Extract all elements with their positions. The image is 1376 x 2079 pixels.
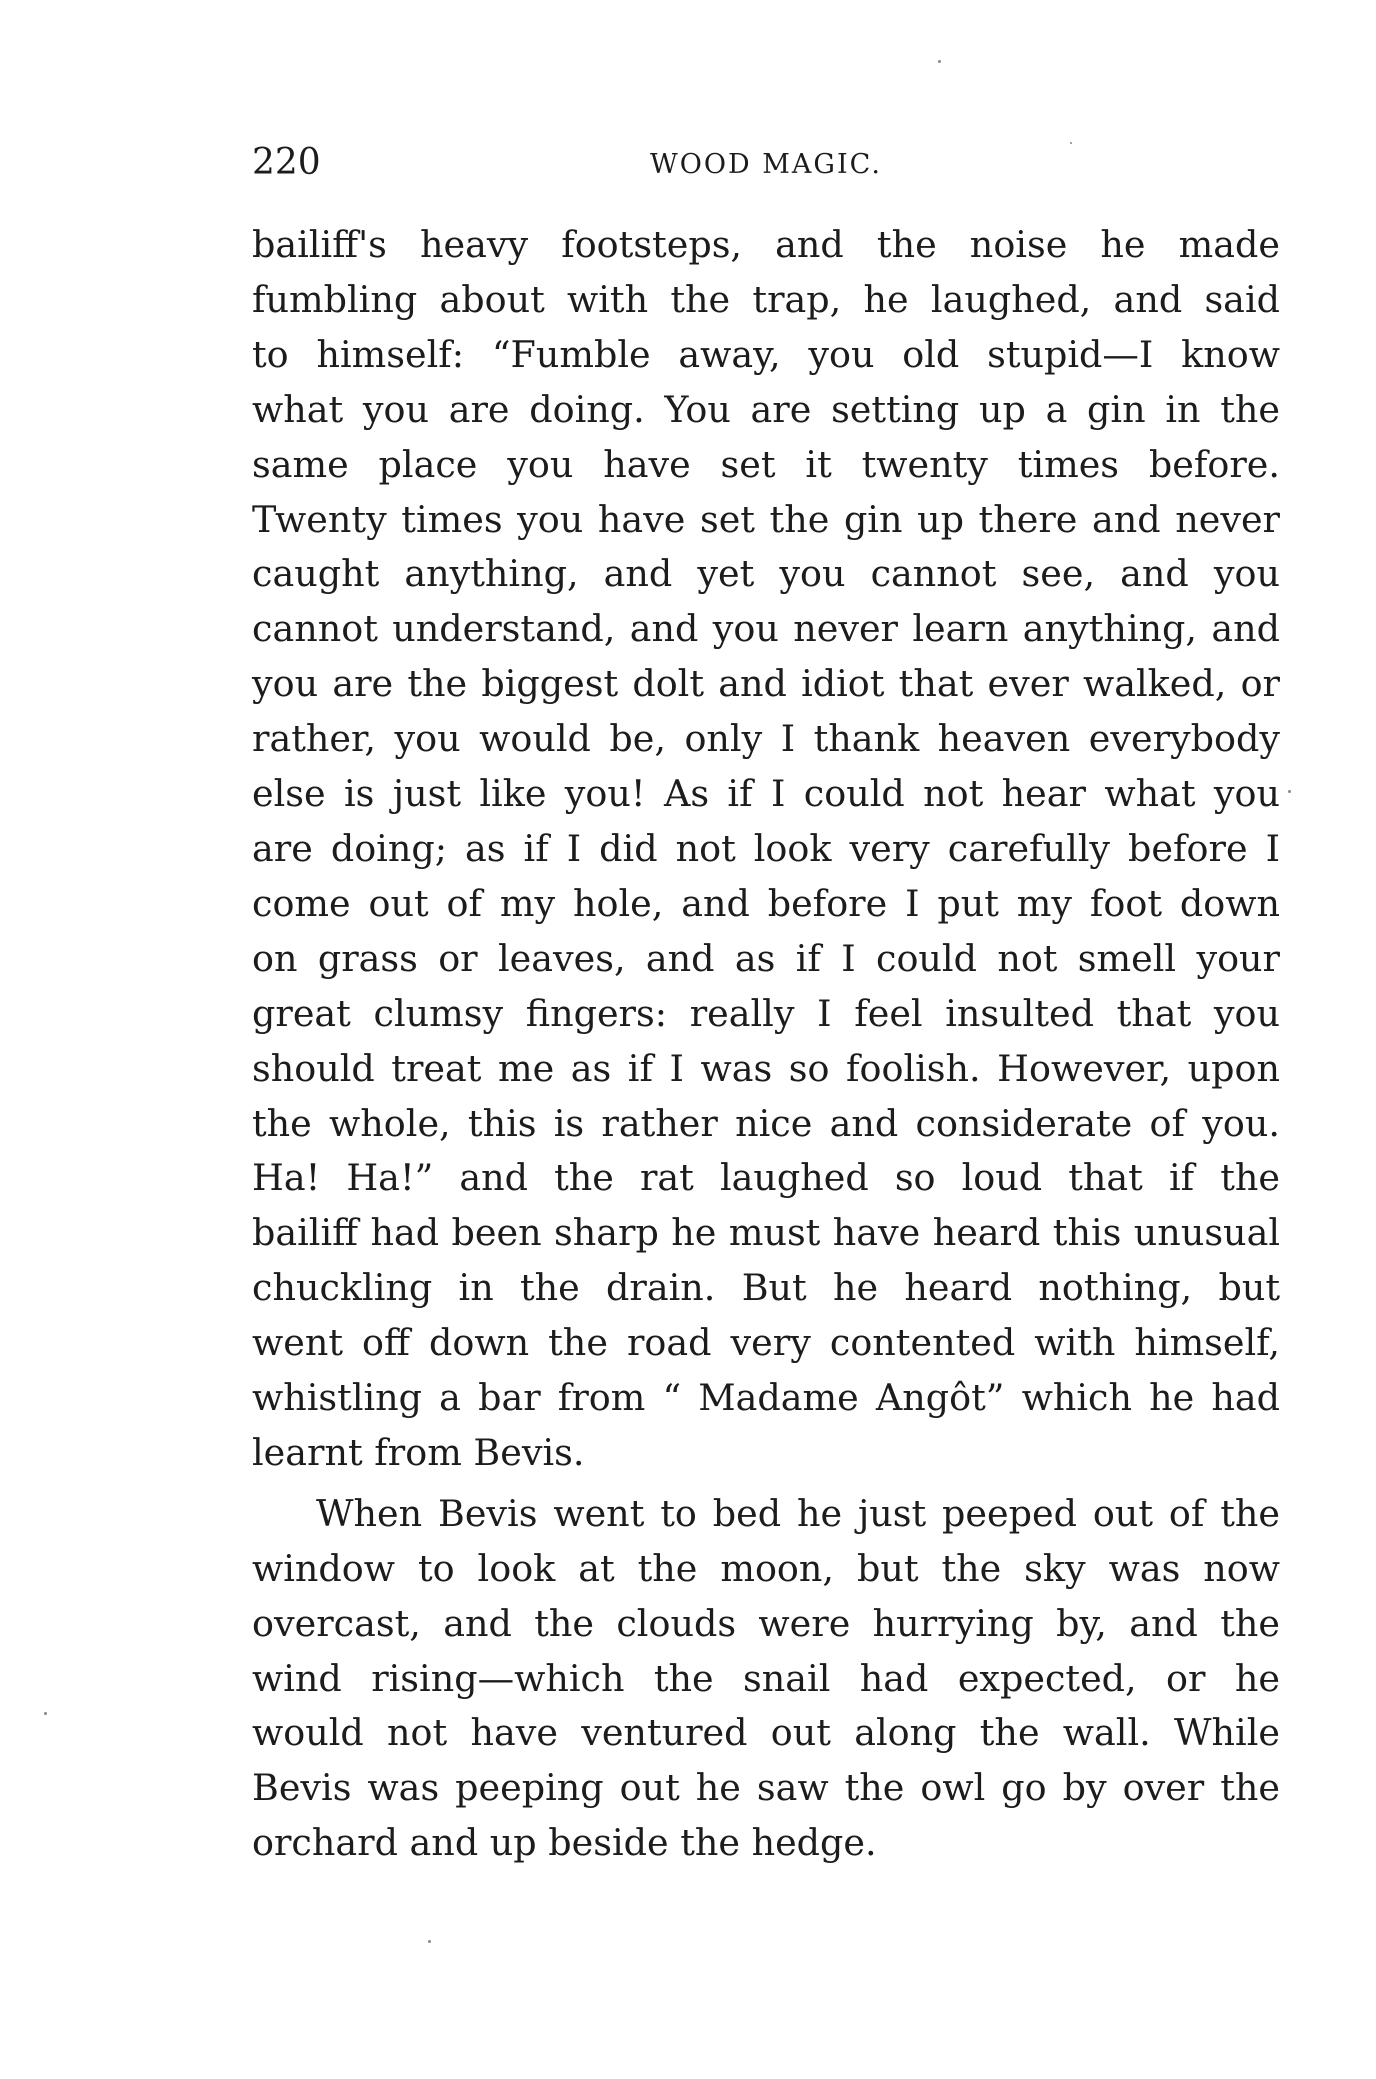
paper-speck (44, 1712, 47, 1715)
text-line: When Bevis went to bed he just peeped out of the (316, 1491, 1280, 1535)
text-line: cannot understand, and you never learn anything, and (252, 607, 1280, 651)
text-line: on grass or leaves, and as if I could not smell your (252, 936, 1280, 980)
text-line: went off down the road very contented with himself, (252, 1321, 1280, 1365)
page-number: 220 (252, 142, 321, 183)
page-header (252, 138, 1280, 188)
text-line: Ha! Ha!” and the rat laughed so loud that if the (252, 1156, 1280, 1200)
text-line: the whole, this is rather nice and considerate of you. (252, 1101, 1280, 1145)
paper-speck (1288, 790, 1291, 793)
text-line: rather, you would be, only I thank heaven everybody (252, 717, 1280, 761)
text-line: bailiff's heavy footsteps, and the noise he made (252, 223, 1280, 266)
text-line: same place you have set it twenty times before. (252, 442, 1280, 486)
text-line: wind rising—which the snail had expected, or he (252, 1656, 1280, 1700)
text-line: Twenty times you have set the gin up there and never (252, 497, 1280, 541)
body-text (252, 218, 1280, 1871)
text-line: chuckling in the drain. But he heard nothing, but (252, 1266, 1280, 1310)
text-line: else is just like you! As if I could not hear what you (252, 772, 1280, 816)
running-title: WOOD MAGIC. (650, 149, 882, 180)
text-line: learnt from Bevis. (252, 1430, 585, 1474)
text-line: you are the biggest dolt and idiot that ever walked, or (252, 662, 1280, 706)
paper-speck (428, 1940, 431, 1943)
text-line: orchard and up beside the hedge. (252, 1821, 877, 1865)
paragraph (252, 1487, 1280, 1871)
text-line: whistling a bar from “ Madame Angôt” which he had (252, 1376, 1280, 1420)
text-line: are doing; as if I did not look very carefully before I (252, 826, 1280, 870)
paper-speck (938, 60, 941, 63)
text-line: fumbling about with the trap, he laughed, and said (252, 277, 1280, 321)
text-line: to himself: “Fumble away, you old stupid—I know (252, 332, 1280, 376)
text-line: great clumsy fingers: really I feel insulted that you (252, 991, 1280, 1035)
text-line: Bevis was peeping out he saw the owl go by over the (252, 1766, 1280, 1810)
text-line: overcast, and the clouds were hurrying by, and the (252, 1601, 1280, 1645)
text-line: bailiff had been sharp he must have heard this unusual (252, 1211, 1280, 1255)
paper-speck (1070, 142, 1072, 144)
text-line: should treat me as if I was so foolish. However, upon (252, 1046, 1280, 1090)
text-line: would not have ventured out along the wall. While (252, 1711, 1280, 1755)
text-line: come out of my hole, and before I put my foot down (252, 881, 1280, 925)
paragraph (252, 218, 1280, 1481)
text-line: what you are doing. You are setting up a gin in the (252, 387, 1280, 431)
text-line: window to look at the moon, but the sky was now (252, 1546, 1280, 1590)
text-line: caught anything, and yet you cannot see, and you (252, 552, 1280, 596)
